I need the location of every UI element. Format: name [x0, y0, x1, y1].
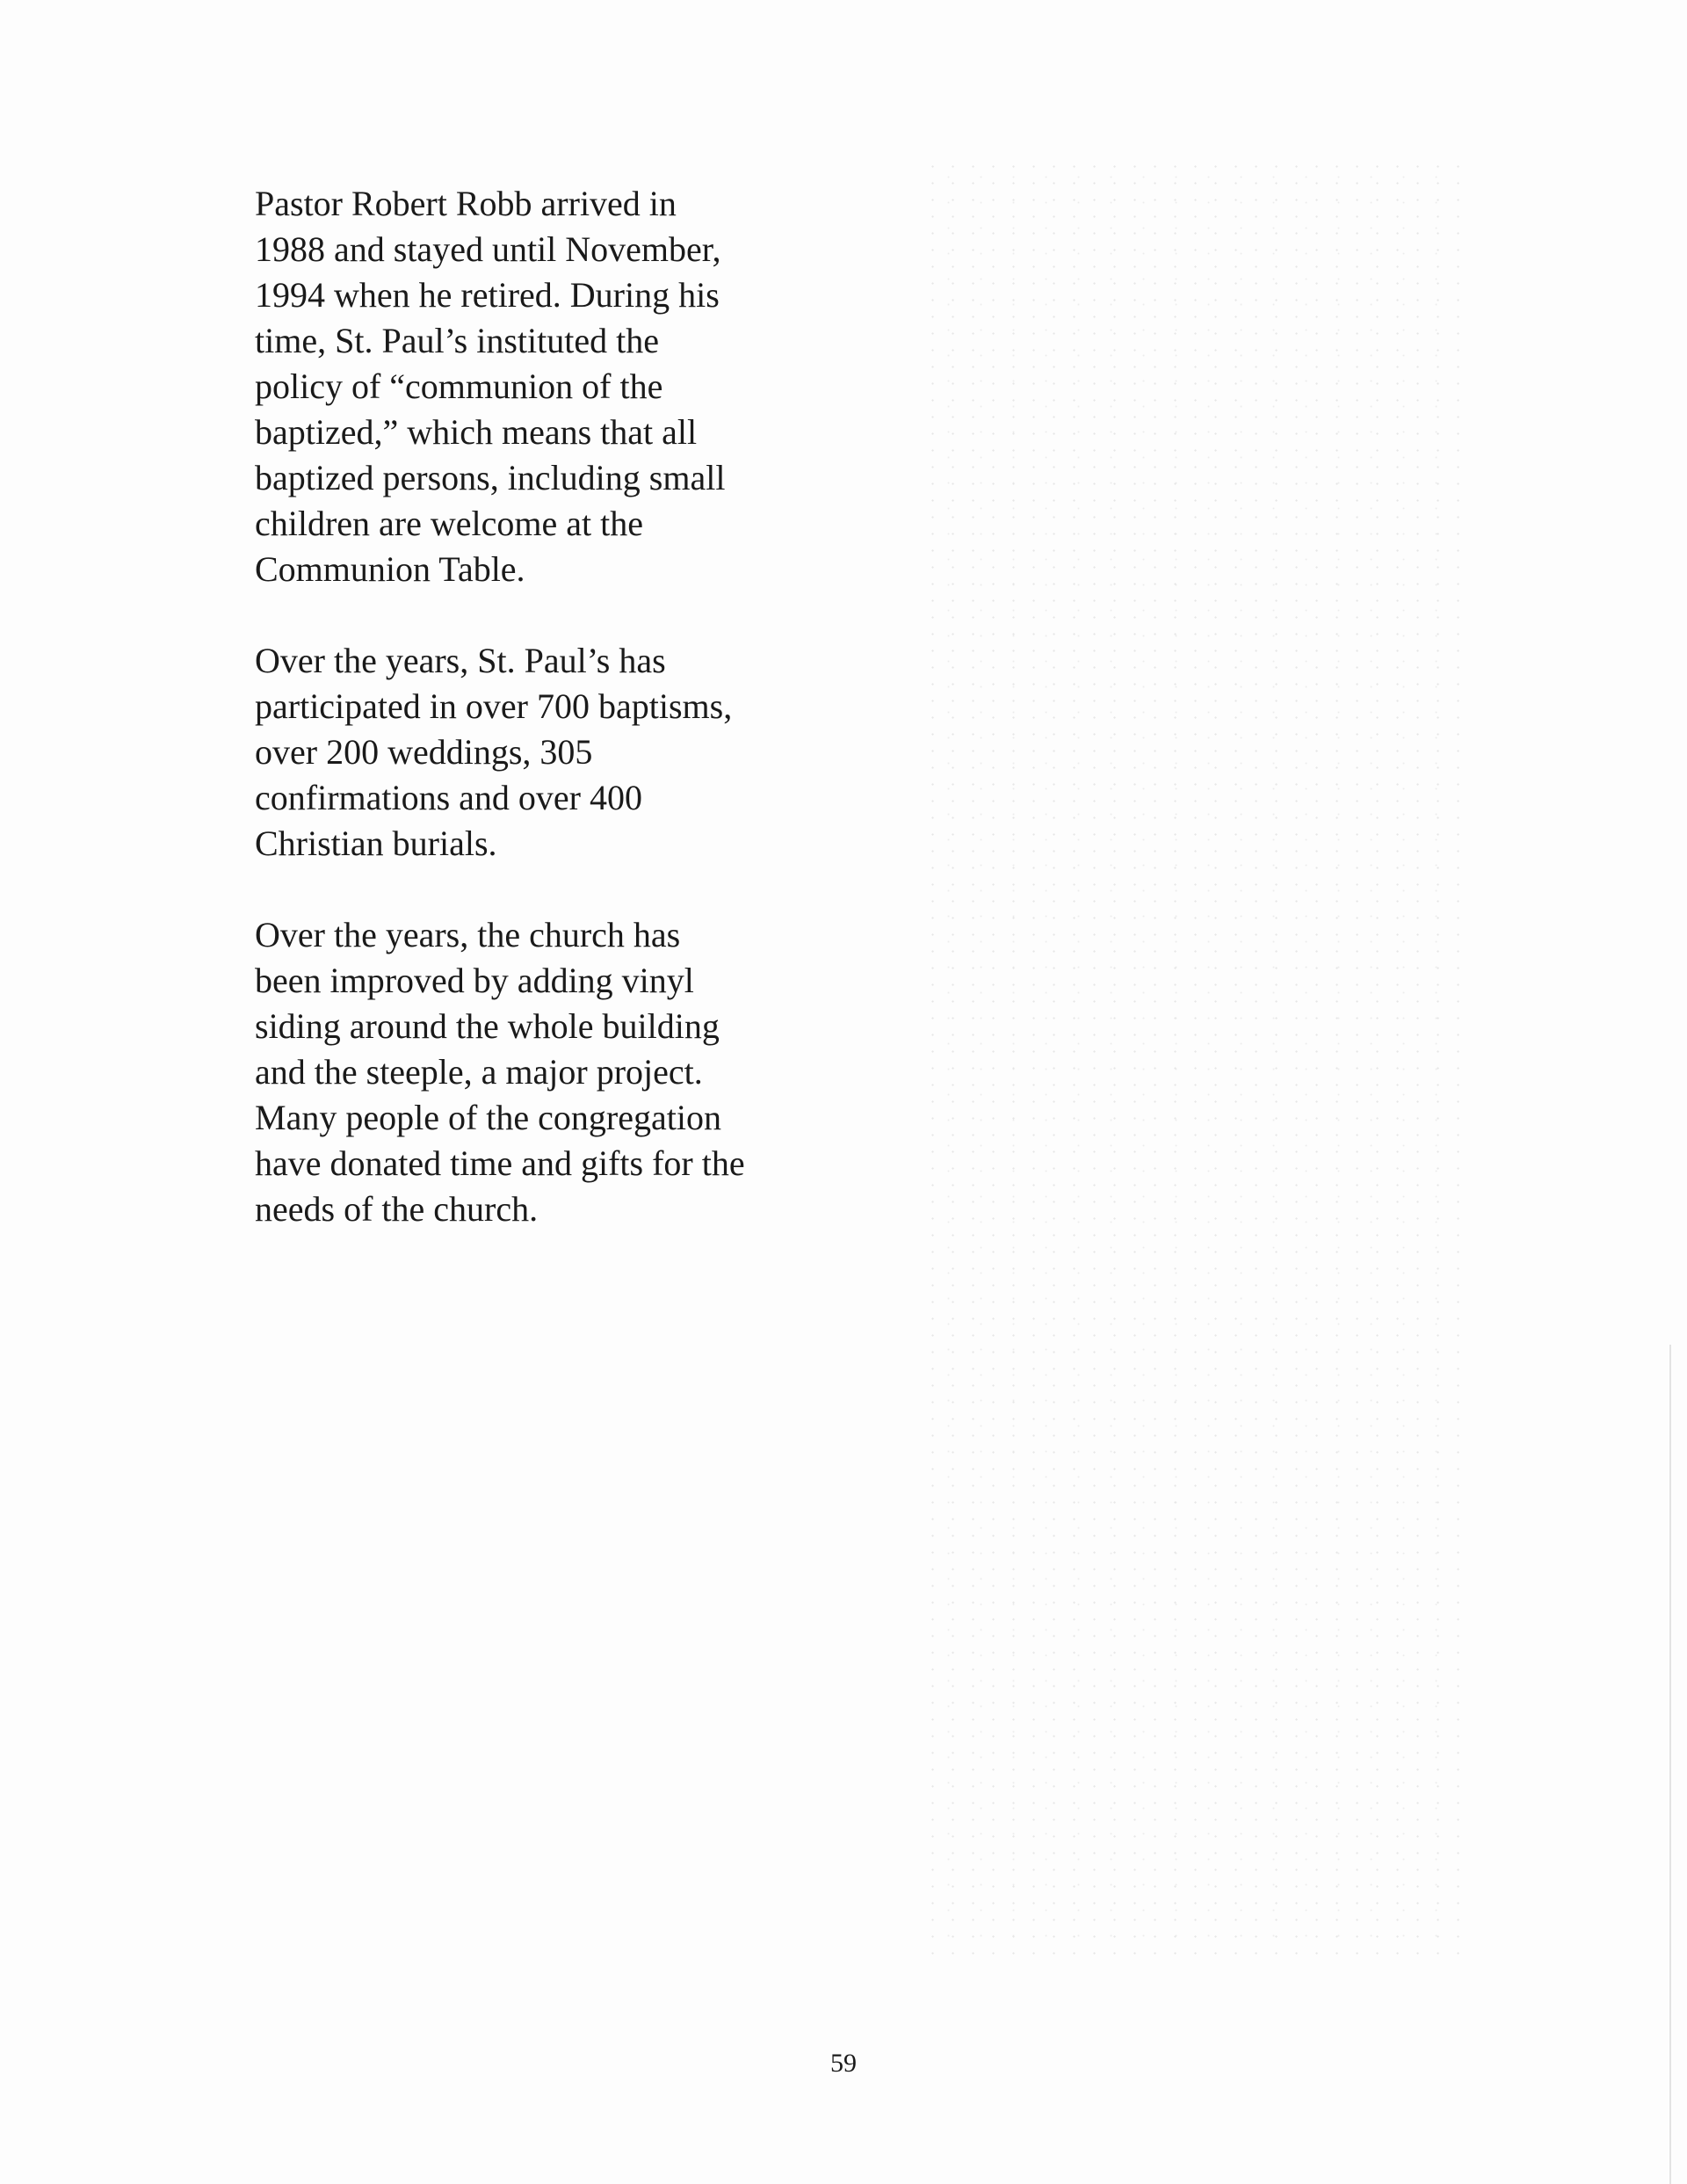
paragraph-pastor-robb: [255, 181, 817, 592]
paragraph-sacraments: [255, 638, 817, 867]
page-number: 59: [830, 2049, 857, 2078]
text-line: 1994 when he retired. During his: [255, 275, 720, 315]
text-line: baptized,” which means that all: [255, 412, 698, 452]
scan-bleed-through: [923, 158, 1467, 1960]
body-text: [255, 181, 817, 1232]
paragraph-gap: [255, 867, 817, 912]
text-line: time, St. Paul’s instituted the: [255, 321, 659, 360]
text-line: over 200 weddings, 305: [255, 732, 593, 772]
text-line: Communion Table.: [255, 549, 525, 589]
text-line: Christian burials.: [255, 824, 497, 863]
text-line: children are welcome at the: [255, 504, 643, 543]
text-line: needs of the church.: [255, 1189, 539, 1229]
text-line: been improved by adding vinyl: [255, 961, 694, 1000]
text-line: participated in over 700 baptisms,: [255, 686, 733, 726]
paragraph-gap: [255, 592, 817, 638]
text-line: Over the years, the church has: [255, 915, 681, 954]
text-line: baptized persons, including small: [255, 458, 726, 497]
text-line: siding around the whole building: [255, 1006, 720, 1046]
text-line: policy of “communion of the: [255, 366, 663, 406]
paragraph-improvements: [255, 912, 817, 1232]
text-line: have donated time and gifts for the: [255, 1143, 745, 1183]
text-line: Many people of the congregation: [255, 1098, 721, 1137]
text-line: Pastor Robert Robb arrived in: [255, 184, 677, 223]
text-line: 1988 and stayed until November,: [255, 229, 721, 269]
text-line: and the steeple, a major project.: [255, 1052, 703, 1092]
text-line: Over the years, St. Paul’s has: [255, 641, 666, 680]
text-line: confirmations and over 400: [255, 778, 642, 817]
